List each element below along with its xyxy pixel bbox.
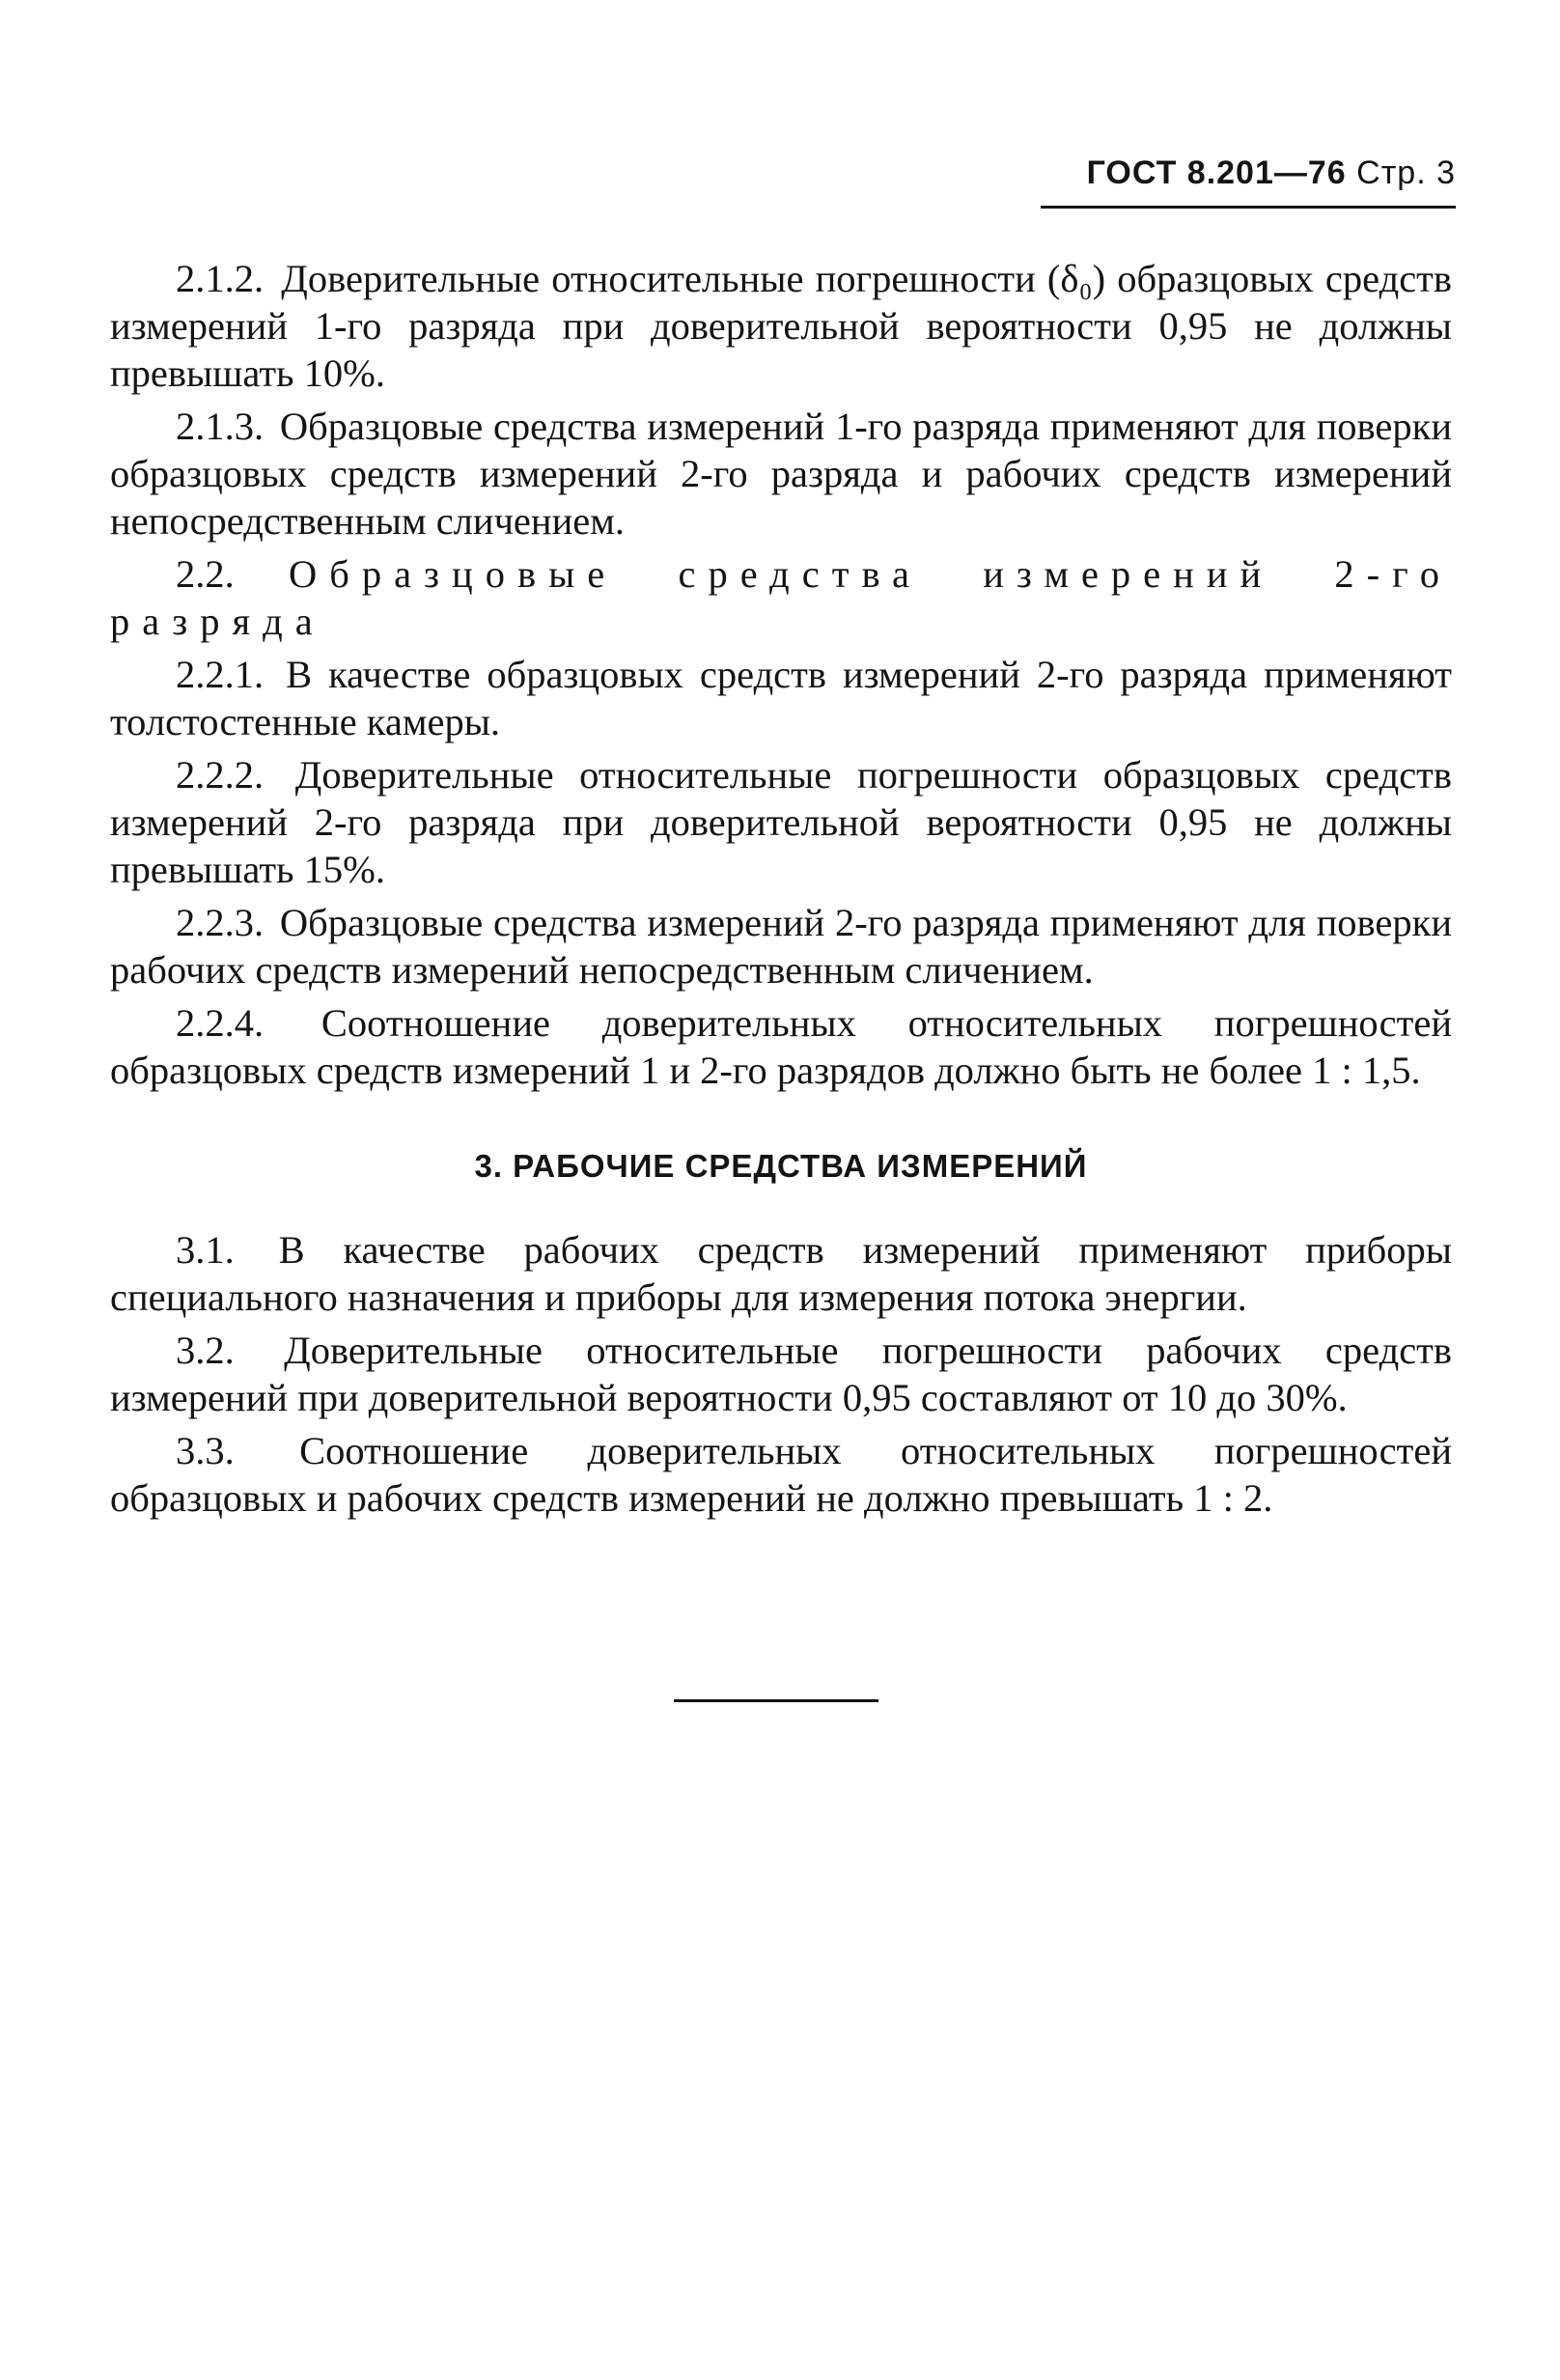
document-body	[110, 255, 1452, 1527]
paragraph-number: 2.1.2.	[176, 257, 265, 300]
section-3-title: 3. РАБОЧИЕ СРЕДСТВА ИЗМЕРЕНИЙ	[474, 1148, 1088, 1184]
page-number: Стр. 3	[1356, 154, 1456, 191]
paragraph-text: В качестве рабочих средств измерений применяют приборы специального назначения и приборы для измерения потока энергии.	[110, 1228, 1453, 1319]
paragraph-text: Соотношение доверительных относительных погрешностей образцовых и рабочих средств измерений не должно превышать 1 : 2.	[110, 1429, 1452, 1520]
page-header	[1041, 154, 1456, 209]
paragraph-2-1-2	[110, 255, 1452, 397]
subsection-heading-2-2	[110, 550, 1452, 645]
paragraph-2-1-3	[110, 403, 1452, 545]
paragraph-number: 2.2.2.	[176, 753, 265, 797]
paragraph-2-2-1	[110, 651, 1452, 745]
subsection-number: 2.2.	[176, 552, 235, 596]
paragraph-number: 2.2.1.	[176, 653, 265, 696]
paragraph-number: 3.3.	[176, 1429, 235, 1472]
standard-code: ГОСТ 8.201—76	[1086, 154, 1347, 191]
paragraph-text: Доверительные относительные погрешности (δ₀) образцовых средств измерений 1-го разряда при доверительной вероятности 0,95 не должны превышать 10%.	[110, 257, 1453, 395]
paragraph-3-3	[110, 1427, 1452, 1522]
paragraph-text: Доверительные относительные погрешности рабочих средств измерений при доверительной вероятности 0,95 составляют от 10 до 30%.	[110, 1329, 1453, 1419]
paragraph-2-2-2	[110, 751, 1452, 893]
paragraph-3-2	[110, 1327, 1452, 1421]
paragraph-text: Соотношение доверительных относительных погрешностей образцовых средств измерений 1 и 2-го разрядов должно быть не более 1 : 1,5.	[110, 1001, 1452, 1092]
paragraph-text: В качестве образцовых средств измерений 2-го разряда применяют толстостенные камеры.	[110, 653, 1452, 743]
paragraph-text: Образцовые средства измерений 1-го разряда применяют для поверки образцовых средств измерений 2-го разряда и рабочих средств измерений непосредственным сличением.	[110, 405, 1453, 543]
paragraph-number: 3.2.	[176, 1329, 235, 1372]
paragraph-number: 2.2.4.	[176, 1001, 265, 1045]
paragraph-text: Образцовые средства измерений 2-го разряда применяют для поверки рабочих средств измерений непосредственным сличением.	[110, 901, 1453, 992]
paragraph-2-2-4	[110, 999, 1452, 1094]
subsection-title: Образцовые средства измерений 2-го разряда	[110, 552, 1452, 643]
paragraph-2-2-3	[110, 899, 1452, 994]
paragraph-number: 3.1.	[176, 1228, 235, 1272]
paragraph-3-1	[110, 1226, 1452, 1321]
paragraph-number: 2.1.3.	[176, 405, 265, 448]
end-divider	[674, 1699, 878, 1702]
paragraph-text: Доверительные относительные погрешности образцовых средств измерений 2-го разряда при доверительной вероятности 0,95 не должны превышать 15%.	[110, 753, 1452, 891]
paragraph-number: 2.2.3.	[176, 901, 265, 944]
header-line	[1041, 154, 1456, 209]
